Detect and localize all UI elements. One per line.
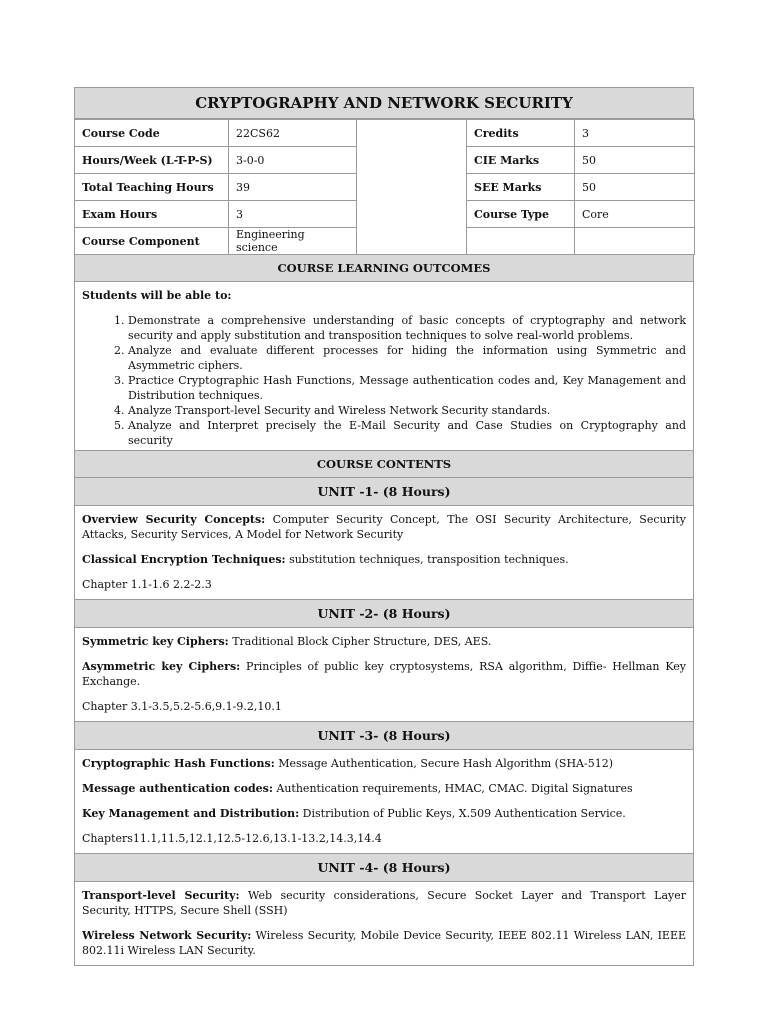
unit-body [74, 506, 694, 600]
chapter-reference: Chapter 3.1-3.5,5.2-5.6,9.1-9.2,10.1 [82, 700, 282, 713]
outcome-item: 2. Analyze and evaluate different processes for hiding the information using Symmetric and Asymmetric ciphers. [128, 343, 686, 373]
topic-label: Overview Security Concepts: [82, 513, 266, 526]
see-value: 50 [575, 174, 695, 201]
topic-text: Web security considerations, Secure Socket Layer and Transport Layer Security, HTTPS, Secure Shell (SSH) [82, 889, 686, 917]
unit-body [74, 750, 694, 854]
topic [82, 888, 686, 918]
blank-cell [575, 228, 695, 255]
unit-heading: UNIT -3- (8 Hours) [74, 722, 694, 750]
exam-hours-value: 3 [229, 201, 357, 228]
outcomes-cell [74, 282, 694, 451]
unit-heading: UNIT -2- (8 Hours) [74, 600, 694, 628]
outcome-item: 4. Analyze Transport-level Security and Wireless Network Security standards. [128, 403, 686, 418]
unit-body [74, 628, 694, 722]
cie-label: CIE Marks [467, 147, 575, 174]
chapter-reference: Chapters11.1,11.5,12.1,12.5-12.6,13.1-13.2,14.3,14.4 [82, 832, 382, 845]
outcome-item: 5. Analyze and Interpret precisely the E-Mail Security and Case Studies on Cryptography and security [128, 418, 686, 448]
chapter-reference: Chapter 1.1-1.6 2.2-2.3 [82, 578, 212, 591]
cie-value: 50 [575, 147, 695, 174]
topic [82, 512, 686, 542]
hours-week-value: 3-0-0 [229, 147, 357, 174]
unit-body [74, 882, 694, 966]
topic-text: Principles of public key cryptosystems, RSA algorithm, Diffie- Hellman Key Exchange. [82, 660, 686, 688]
info-row [75, 120, 695, 147]
outcomes-intro: Students will be able to: [82, 289, 232, 302]
component-value: Engineering science [229, 228, 357, 255]
outcomes-heading: COURSE LEARNING OUTCOMES [74, 255, 694, 282]
topic-text: Wireless Security, Mobile Device Security, IEEE 802.11 Wireless LAN, IEEE 802.11i Wireless LAN Security. [82, 929, 687, 957]
topic-label: Cryptographic Hash Functions: [82, 757, 275, 770]
topic [82, 756, 686, 771]
outcomes-list [82, 313, 686, 448]
exam-hours-label: Exam Hours [75, 201, 229, 228]
outcome-item: 3. Practice Cryptographic Hash Functions, Message authentication codes and, Key Management and Distribution techniques. [128, 373, 686, 403]
topic [82, 806, 686, 821]
course-title: CRYPTOGRAPHY AND NETWORK SECURITY [74, 87, 694, 119]
course-code-value: 22CS62 [229, 120, 357, 147]
syllabus-sheet [74, 87, 694, 966]
teaching-hours-value: 39 [229, 174, 357, 201]
credits-value: 3 [575, 120, 695, 147]
course-type-value: Core [575, 201, 695, 228]
hours-week-label: Hours/Week (L-T-P-S) [75, 147, 229, 174]
contents-heading: COURSE CONTENTS [74, 451, 694, 478]
topic-label: Asymmetric key Ciphers: [82, 660, 241, 673]
unit-heading: UNIT -1- (8 Hours) [74, 478, 694, 506]
topic-text: Distribution of Public Keys, X.509 Authentication Service. [299, 807, 626, 820]
blank-cell [357, 120, 467, 255]
topic [82, 781, 686, 796]
topic-label: Transport-level Security: [82, 889, 240, 902]
topic [82, 659, 686, 689]
credits-label: Credits [467, 120, 575, 147]
course-type-label: Course Type [467, 201, 575, 228]
topic-label: Message authentication codes: [82, 782, 273, 795]
topic-text: Authentication requirements, HMAC, CMAC. Digital Signatures [272, 782, 633, 795]
outcome-item: 1. Demonstrate a comprehensive understanding of basic concepts of cryptography and network security and apply substitution and transposition techniques to solve real-world problems. [128, 313, 686, 343]
blank-cell [467, 228, 575, 255]
topic [82, 552, 686, 567]
see-label: SEE Marks [467, 174, 575, 201]
topic-text: Traditional Block Cipher Structure, DES, AES. [228, 635, 492, 648]
course-info-table [74, 119, 695, 255]
component-label: Course Component [75, 228, 229, 255]
topic [82, 634, 686, 649]
topic-label: Classical Encryption Techniques: [82, 553, 286, 566]
topic-label: Key Management and Distribution: [82, 807, 300, 820]
topic-text: substitution techniques, transposition techniques. [285, 553, 569, 566]
topic-label: Wireless Network Security: [82, 929, 252, 942]
unit-heading: UNIT -4- (8 Hours) [74, 854, 694, 882]
topic-label: Symmetric key Ciphers: [82, 635, 229, 648]
topic-text: Message Authentication, Secure Hash Algorithm (SHA-512) [274, 757, 613, 770]
teaching-hours-label: Total Teaching Hours [75, 174, 229, 201]
topic [82, 928, 686, 958]
course-code-label: Course Code [75, 120, 229, 147]
topic-text: Computer Security Concept, The OSI Security Architecture, Security Attacks, Security Services, A Model for Network Security [82, 513, 686, 541]
